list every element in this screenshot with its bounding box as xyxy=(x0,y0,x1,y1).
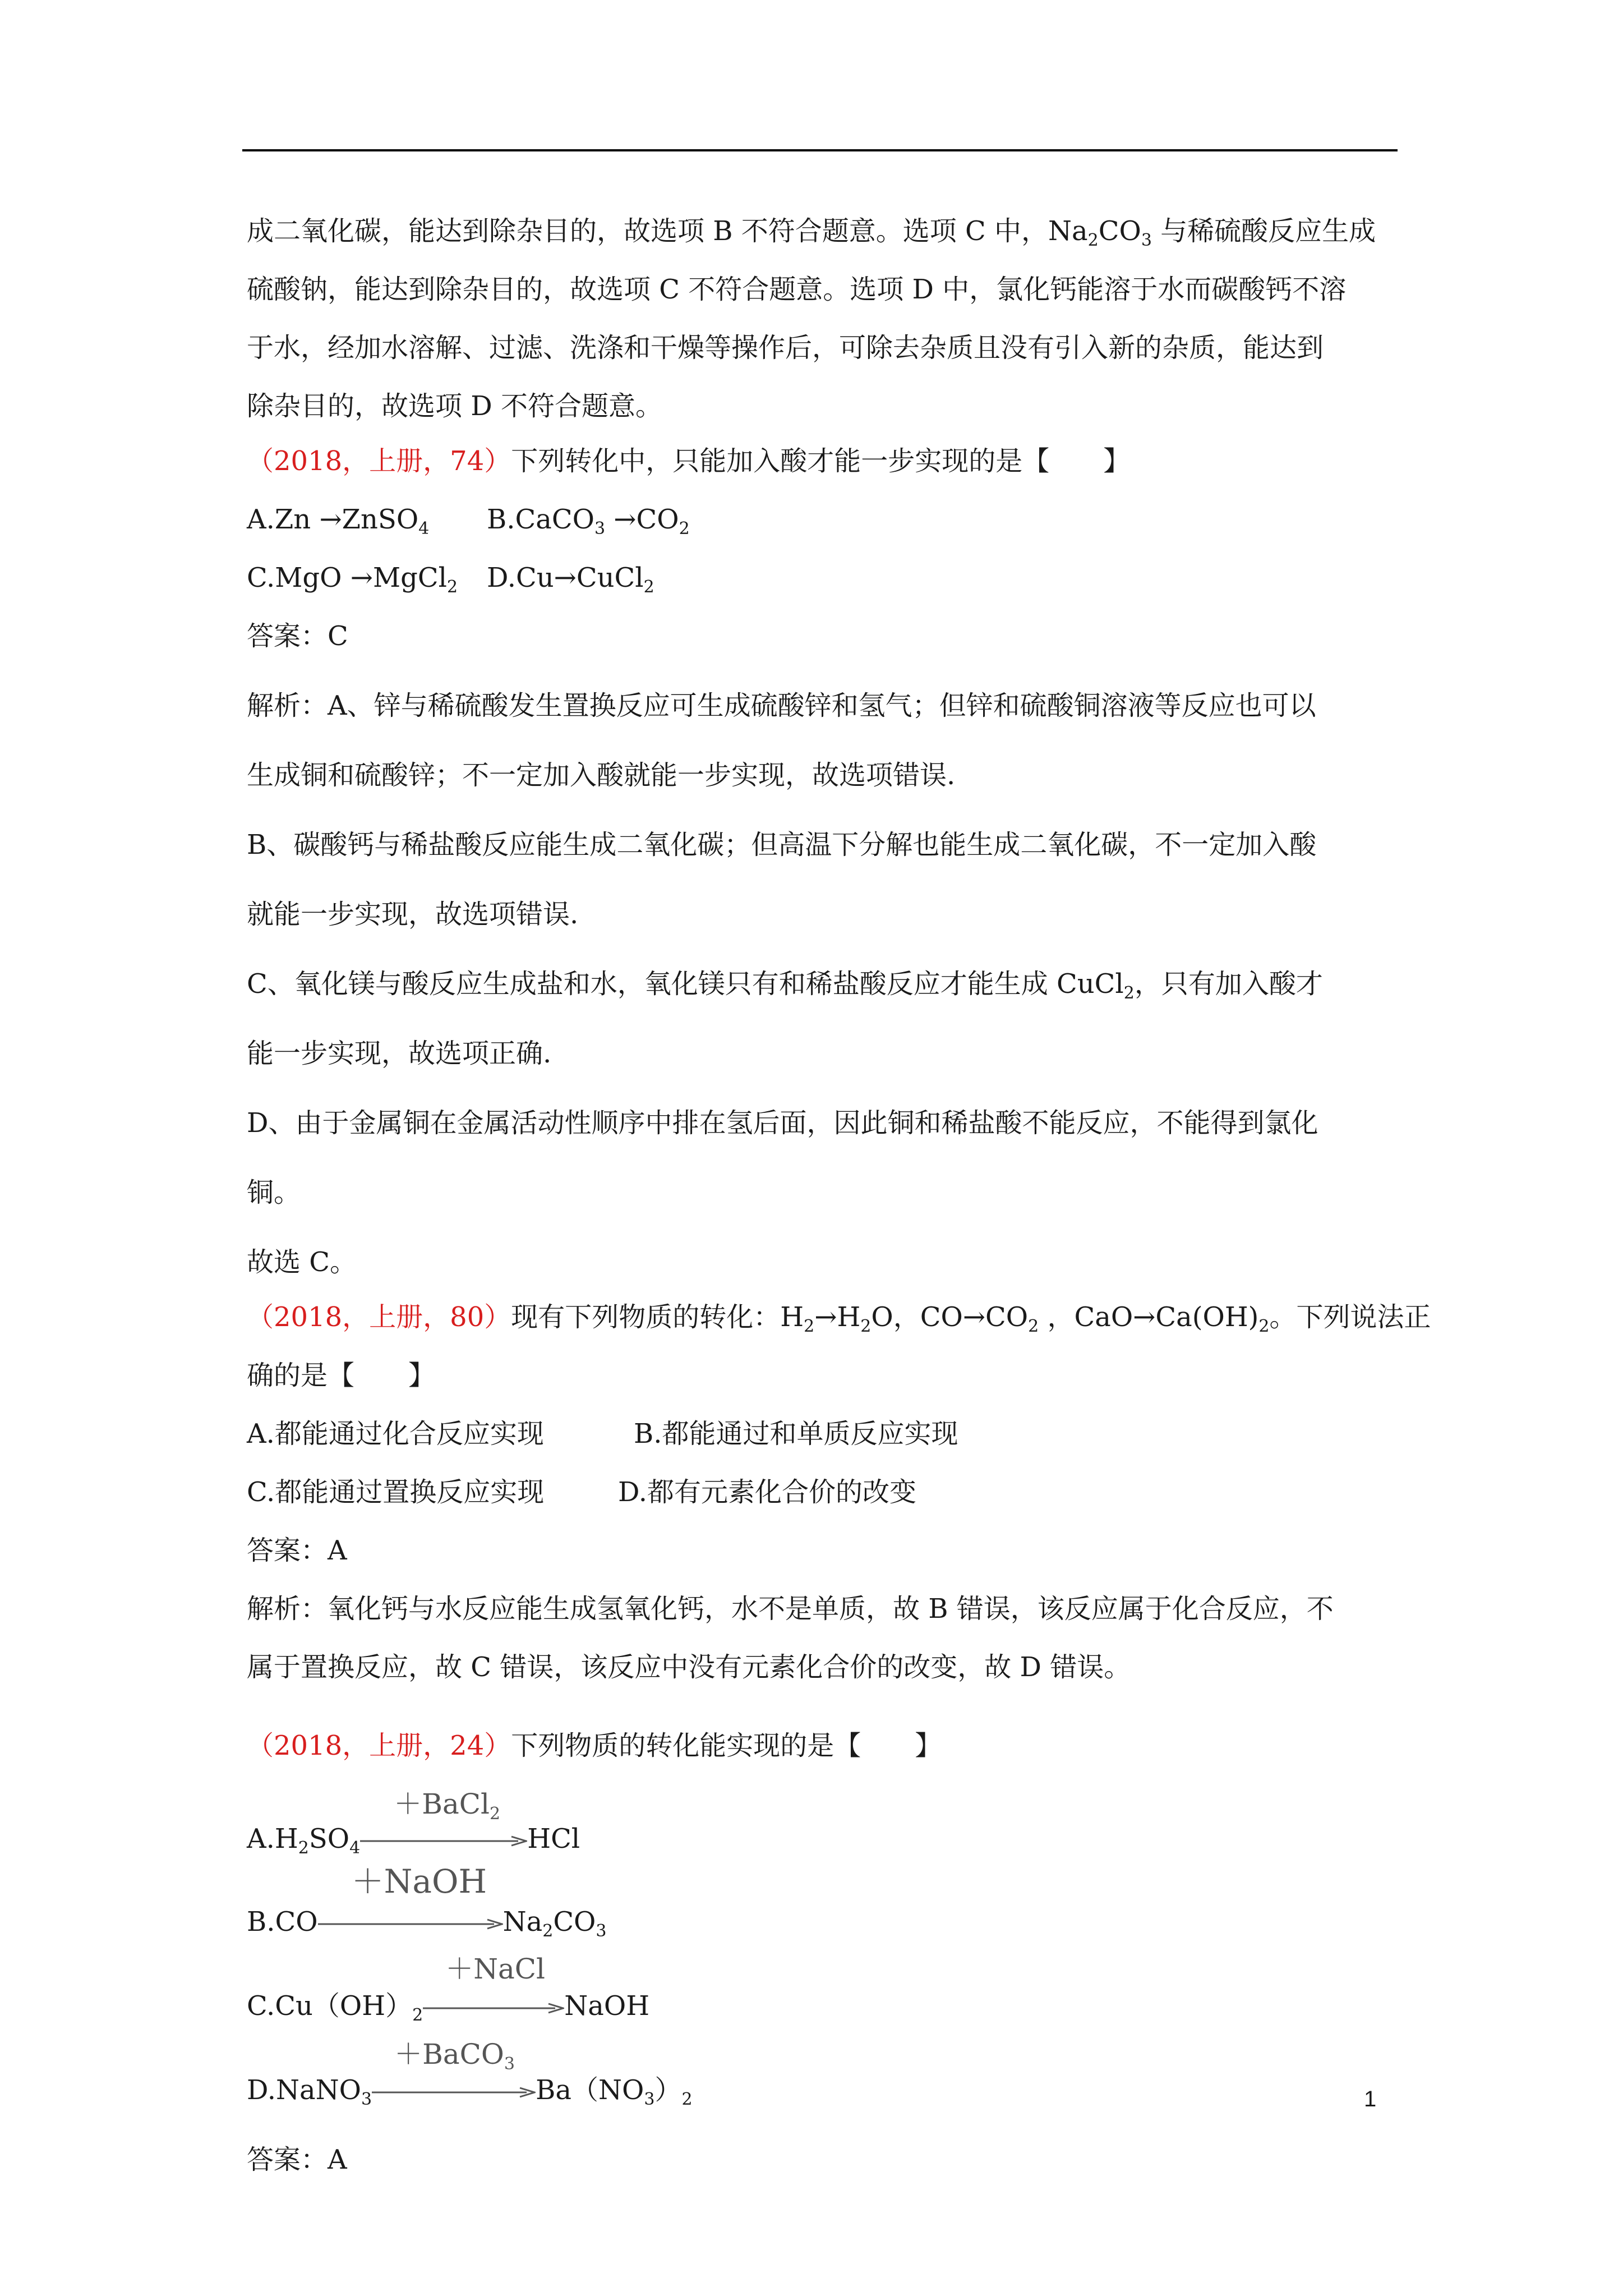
explanation-line: C、氧化镁与酸反应生成盐和水，氧化镁只有和稀盐酸反应才能生成 CuCl$_2$，只有加入酸才 xyxy=(247,968,1323,1003)
reagent-label: ＋NaCl xyxy=(445,1953,546,1985)
explanation-line: 能一步实现，故选项正确. xyxy=(247,1038,552,1069)
option-row xyxy=(247,490,1396,549)
text-line: 于水，经加水溶解、过滤、洗涤和干燥等操作后，可除去杂质且没有引入新的杂质，能达到 xyxy=(247,332,1324,364)
right-arrow-icon xyxy=(372,2086,536,2099)
page-number: 1 xyxy=(1364,2087,1377,2111)
text-line: 成二氧化碳，能达到除杂目的，故选项 B 不符合题意。选项 C 中，$Na_2CO_3$ 与稀硫酸反应生成 xyxy=(247,215,1376,250)
header-rule xyxy=(242,149,1398,151)
reagent-label: ＋BaCO$_3$ xyxy=(394,2038,515,2074)
reagent-label: ＋NaOH xyxy=(351,1862,487,1901)
explanation-line: 故选 C。 xyxy=(247,1246,357,1278)
option-a: $A.H_2SO_4$ ＋BaCl$_2$ HCl xyxy=(247,1810,1396,1869)
option-b: B.都能通过和单质反应实现 xyxy=(634,1418,958,1450)
question-stem: （2018，上册，80）现有下列物质的转化：$H_2\to H_2O$，$CO\to CO_2$ ，$CaO\to Ca(OH)_2$。下列说法正 xyxy=(247,1301,1431,1336)
right-arrow-icon xyxy=(423,2002,564,2014)
right-arrow-icon xyxy=(318,1918,503,1930)
option-row xyxy=(247,549,1396,607)
option-c: C.都能通过置换反应实现 xyxy=(247,1476,545,1508)
explanation-line: 解析：氧化钙与水反应能生成氢氧化钙，水不是单质，故 B 错误，该反应属于化合反应，不 xyxy=(247,1593,1334,1625)
right-arrow-icon xyxy=(360,1835,527,1847)
explanation-line: 铜。 xyxy=(247,1177,301,1208)
reagent-label: ＋BaCl$_2$ xyxy=(394,1788,501,1824)
question-source-tag: （2018，上册，80） xyxy=(247,1301,511,1333)
explanation-line: B、碳酸钙与稀盐酸反应能生成二氧化碳；但高温下分解也能生成二氧化碳，不一定加入酸 xyxy=(247,829,1317,861)
question-source-tag: （2018，上册，24） xyxy=(247,1730,511,1761)
answer: 答案：A xyxy=(247,2144,347,2175)
explanation-line: 就能一步实现，故选项错误. xyxy=(247,899,579,930)
option-a: A.都能通过化合反应实现 xyxy=(247,1418,544,1450)
question-source-tag: （2018，上册，74） xyxy=(247,445,511,477)
option-c: C.MgO →MgCl$_2$ xyxy=(247,562,458,597)
option-b: B.CaCO$_3$ $\to CO_2$ xyxy=(487,504,690,539)
explanation-line: 属于置换反应，故 C 错误，该反应中没有元素化合价的改变，故 D 错误。 xyxy=(247,1651,1131,1683)
question-stem: （2018，上册，24）下列物质的转化能实现的是【 】 xyxy=(247,1730,942,1761)
option-b: B.CO ＋NaOH $Na_2CO_3$ xyxy=(247,1893,1396,1952)
explanation-line: D、由于金属铜在金属活动性顺序中排在氢后面，因此铜和稀盐酸不能反应，不能得到氯化 xyxy=(247,1107,1318,1139)
explanation-line: 生成铜和硫酸锌；不一定加入酸就能一步实现，故选项错误. xyxy=(247,760,956,791)
option-row xyxy=(247,1463,1396,1521)
option-d: D.NaNO$_3$ ＋BaCO$_3$ $Ba(NO_3)_2$ xyxy=(247,2061,1396,2120)
text-line: 除杂目的，故选项 D 不符合题意。 xyxy=(247,390,663,422)
answer: 答案：A xyxy=(247,1535,347,1566)
option-d: D.都有元素化合价的改变 xyxy=(618,1476,917,1508)
option-row xyxy=(247,1405,1396,1463)
document-body xyxy=(247,202,1431,2189)
explanation-line: 解析：A、锌与稀硫酸发生置换反应可生成硫酸锌和氢气；但锌和硫酸铜溶液等反应也可以 xyxy=(247,690,1316,721)
reaction-arrow xyxy=(372,2038,536,2119)
text-line: 硫酸钠，能达到除杂目的，故选项 C 不符合题意。选项 D 中，氯化钙能溶于水而碳酸钙不溶 xyxy=(247,274,1347,305)
question-stem-continued: 确的是【 】 xyxy=(247,1360,436,1391)
option-d: D.Cu→CuCl$_2$ xyxy=(487,562,654,597)
question-stem: （2018，上册，74）下列转化中，只能加入酸才能一步实现的是【 】 xyxy=(247,445,1131,477)
option-a: A.Zn →ZnSO$_4$ xyxy=(247,504,430,539)
answer: 答案：C xyxy=(247,620,348,652)
option-c: $C.Cu(OH)_2$ ＋NaCl NaOH xyxy=(247,1977,1396,2036)
